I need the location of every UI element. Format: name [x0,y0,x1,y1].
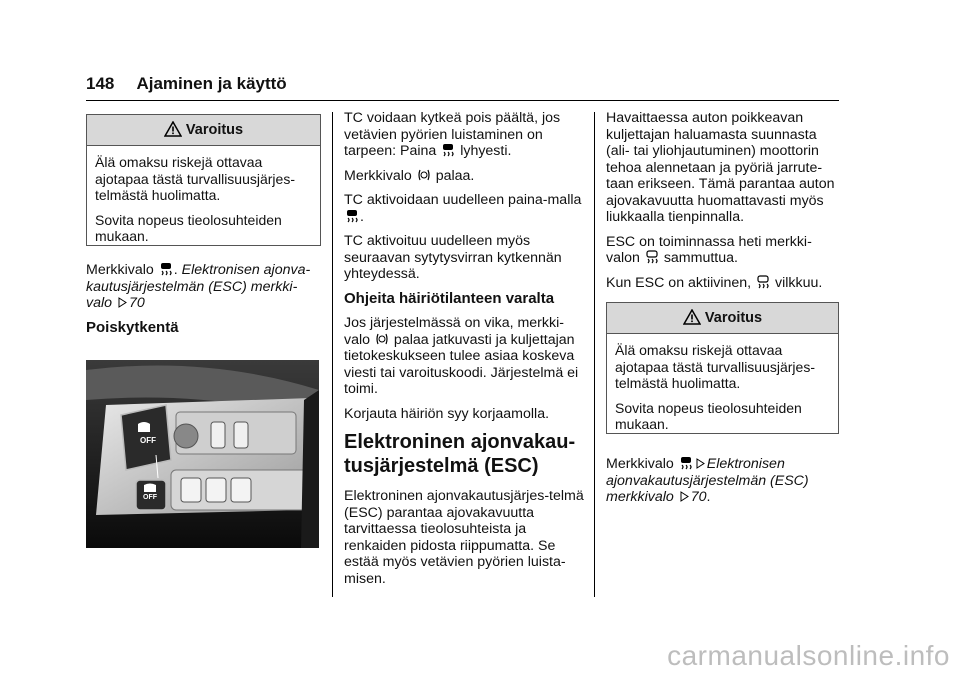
page-title: Ajaminen ja käyttö [136,74,287,93]
italic-text: Elektronisen ajonvakautusjärjestelmän (ESC) merkkivalo [606,456,809,505]
text-span: . [173,262,182,278]
warning-header [607,303,838,334]
page-number: 148 [86,74,115,93]
header-rule [86,100,839,101]
esc-button-icon [442,143,454,157]
text-span: . [706,489,711,505]
warning-text: Sovita nopeus tieolosuhteiden mukaan. [95,211,282,244]
esc-car-skid-icon [160,262,172,276]
section-heading: Ohjeita häiriötilanteen varalta [344,289,555,307]
tc-off-lamp-icon [376,332,388,346]
column-2-text [344,110,586,595]
text-span: Merkkivalo [86,262,154,278]
column-3-text [606,110,842,299]
warning-title: Varoitus [185,122,244,138]
warning-text: Älä omaksu riskejä ottavaa ajotapaa tästä turvallisuusjärjes-telmästä huolimatta. [95,154,295,203]
italic-text: Elektronisen ajonva-kautusjärjestelmän (ESC) merkki-valo [86,262,311,311]
column-1-text [86,262,321,344]
text-span: Kun ESC on aktiivinen, [606,274,752,291]
page-ref-arrow-icon [118,297,127,308]
paragraph [344,110,586,160]
lamp-reference [606,456,842,506]
lamp-reference [86,262,321,312]
text-span: lyhyesti. [456,143,512,159]
warning-header [87,115,320,146]
text-span: palaa. [431,167,475,184]
tc-off-lamp-icon [418,168,430,182]
dashboard-switch-photo [86,360,319,548]
page-ref-arrow-icon [680,491,689,502]
paragraph [344,315,586,398]
text-span: vilkkuu. [771,274,823,291]
off-label-small: OFF [143,494,157,501]
text-span: ESC on toiminnassa heti merkki-valon [606,233,812,266]
section-heading-large: Elektroninen ajonvakau-tusjärjestelmä (ESC) [344,431,576,477]
page-link[interactable]: 70 [128,295,145,311]
page-ref-arrow-icon [696,458,705,469]
warning-title: Varoitus [704,310,763,326]
warning-text: Sovita nopeus tieolosuhteiden mukaan. [615,399,802,432]
esc-lamp-icon [646,250,658,264]
esc-button-icon [346,209,358,223]
paragraph [344,192,586,225]
esc-lamp-icon [680,456,692,470]
esc-lamp-icon [757,275,769,289]
paragraph [606,275,842,292]
paragraph: Havaittaessa auton poikkeavan kuljettajan haluamasta suunnasta (ali- tai yliohjautuminen) moottorin tehoa alennetaan ja pyöriä jarrute-taan erikseen. Tämä parantaa auton ajovakavuutta huomattavasti myös liukkaalla tienpinnalla. [606,110,835,225]
warning-triangle-icon [164,121,182,137]
paragraph: TC aktivoituu uudelleen myös seuraavan sytytysvirran kytkennän yhteydessä. [344,233,562,282]
watermark: carmanualsonline.info [667,640,950,671]
text-span: . [360,208,364,225]
warning-box [606,302,839,434]
paragraph: Korjauta häiriön syy korjaamolla. [344,405,550,422]
warning-text: Älä omaksu riskejä ottavaa ajotapaa tästä turvallisuusjärjes-telmästä huolimatta. [615,342,815,391]
text-span: Merkkivalo [344,167,412,184]
text-span: Merkkivalo [606,456,674,472]
off-label: OFF [140,436,156,445]
text-span: TC aktivoidaan uudelleen paina-malla [344,192,582,208]
column-divider-1 [332,112,333,597]
paragraph [606,234,842,267]
warning-box [86,114,321,246]
text-span: TC voidaan kytkeä pois päältä, jos vetävien pyörien luistaminen on tarpeen: Paina [344,110,561,159]
text-span: sammuttua. [659,250,738,266]
page-link[interactable]: 70 [690,489,707,505]
paragraph: Elektroninen ajonvakautusjärjes-telmä (ESC) parantaa ajovakavuutta tarvittaessa tieolosuhteista ja renkaiden pidosta riippumatta. Se estää myös vetävien pyörien luista-misen. [344,488,584,587]
paragraph [344,168,586,185]
text-span: palaa jatkuvasti ja kuljettajan tietokeskukseen tulee asiaa koskeva viesti tai varoituskoodi. Järjestelmä ei toimi. [344,331,579,397]
column-3-lamp-ref [606,456,842,514]
page-header [86,74,287,94]
text-span: Jos järjestelmässä on vika, merkki-valo [344,315,564,348]
column-divider-2 [594,112,595,597]
section-heading: Poiskytkentä [86,318,179,336]
warning-triangle-icon [683,309,701,325]
